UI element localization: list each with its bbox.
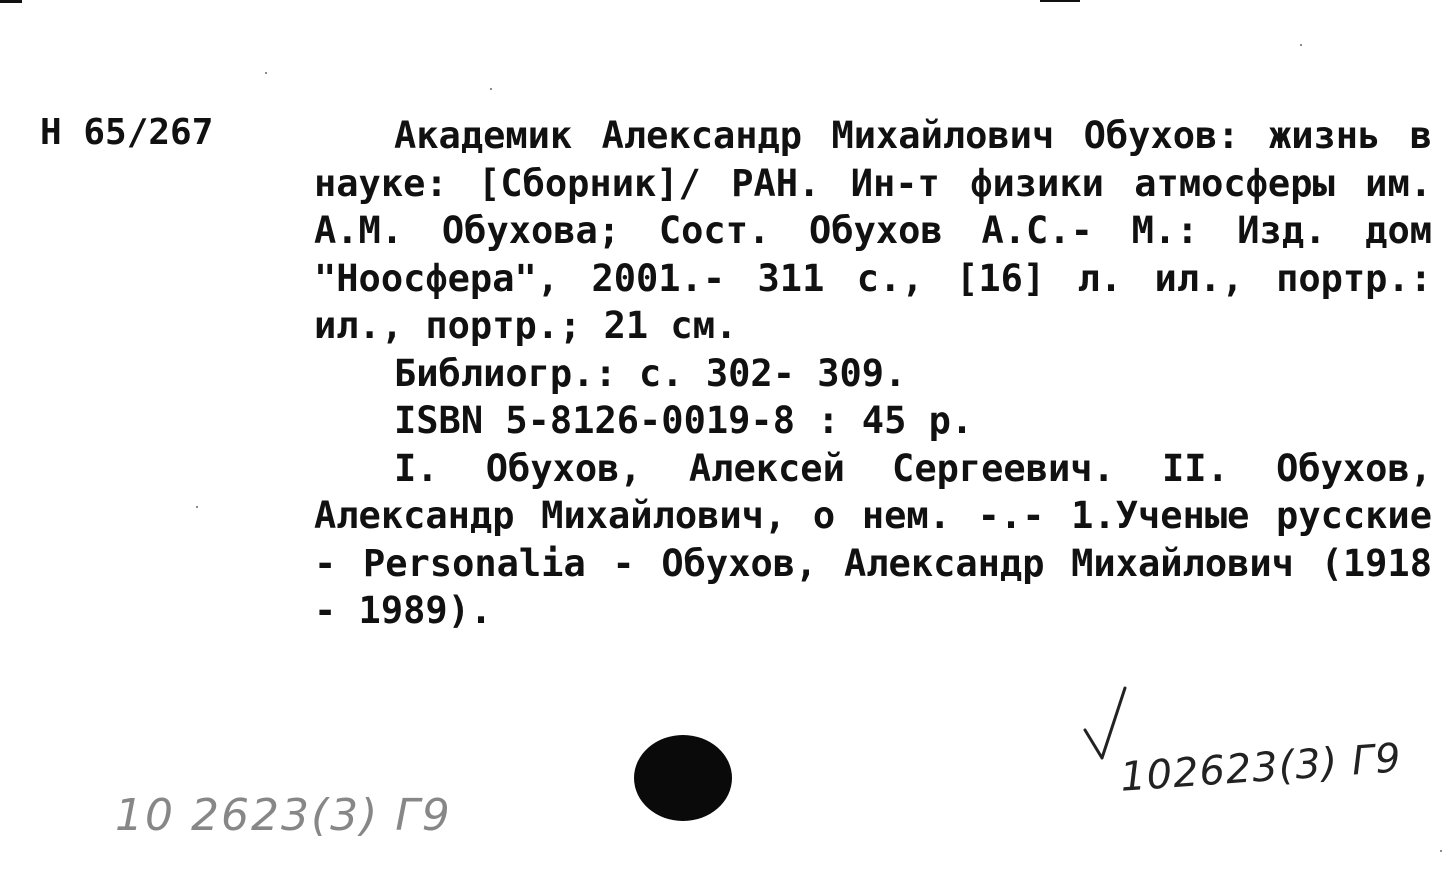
handwritten-inventory-number-faded: 10 2623(3) Г9: [115, 790, 452, 841]
top-edge-mark: [1040, 0, 1080, 2]
entry-main-description: Академик Александр Михайлович Обухов: жизнь в науке: [Сборник]/ РАН. Ин-т физики атмосферы им. А.М. Обухова; Сост. Обухов А.С.- М.: Изд. дом "Ноосфера", 2001.- 311 с., [16] л. ил., портр.: ил., портр.; 21 см.: [314, 114, 1432, 347]
entry-tracings: I. Обухов, Алексей Сергеевич. II. Обухов, Александр Михайлович, о нем. -.- 1.Ученые русские - Personalia - Обухов, Александр Михайлович (1918 - 1989).: [314, 446, 1432, 632]
punch-hole: [634, 735, 732, 821]
handwritten-inventory-number: 102623(3) Г9: [1118, 735, 1404, 801]
scan-speckle: [1300, 44, 1302, 46]
entry-bibliography-note: Библиогр.: с. 302- 309.: [394, 351, 907, 395]
scan-speckle: [1440, 850, 1442, 852]
scan-speckle: [265, 72, 267, 74]
bibliographic-entry: [314, 112, 1432, 635]
scan-speckle: [196, 506, 198, 508]
top-left-edge-mark: [0, 0, 22, 3]
entry-isbn-price: ISBN 5-8126-0019-8 : 45 р.: [394, 399, 974, 442]
scan-speckle: [490, 88, 492, 90]
call-number: Н 65/267: [40, 112, 214, 153]
